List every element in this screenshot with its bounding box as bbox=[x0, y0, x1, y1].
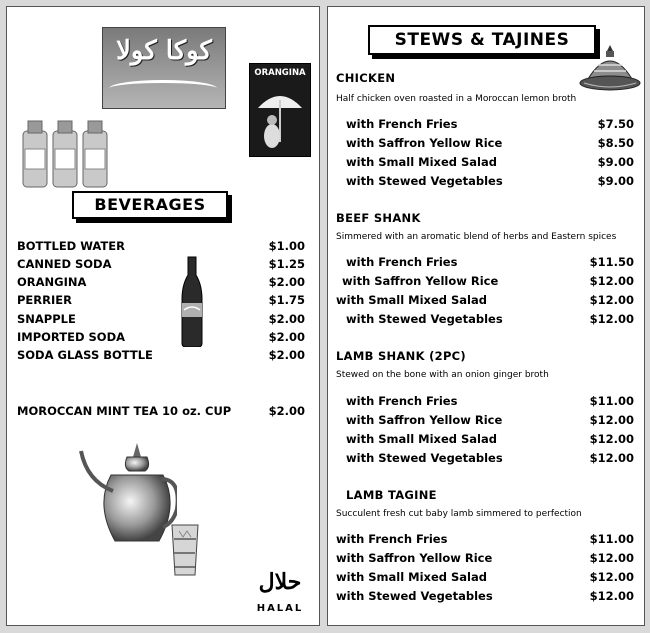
orangina-logo-text: ORANGINA bbox=[254, 68, 306, 78]
item-name: with Small Mixed Salad bbox=[346, 432, 497, 446]
item-name: with Small Mixed Salad bbox=[346, 155, 497, 169]
stews-panel bbox=[327, 6, 645, 626]
item-price: $11.00 bbox=[589, 532, 634, 546]
menu-item bbox=[336, 570, 634, 584]
orangina-poster bbox=[249, 63, 311, 157]
menu-item bbox=[17, 239, 305, 253]
cola-arabic-text: كوكا كولا bbox=[116, 36, 212, 66]
snapple-bottles-image bbox=[21, 117, 111, 189]
item-price: $7.50 bbox=[597, 117, 634, 131]
item-price: $12.00 bbox=[589, 589, 634, 603]
section-title-lamb-shank: LAMB SHANK (2PC) bbox=[336, 349, 466, 363]
menu-item bbox=[346, 413, 634, 427]
item-price: $12.00 bbox=[589, 551, 634, 565]
item-name: with Small Mixed Salad bbox=[336, 570, 487, 584]
menu-item bbox=[336, 551, 634, 565]
teapot-image bbox=[77, 439, 177, 549]
item-price: $9.00 bbox=[597, 155, 634, 169]
menu-item bbox=[346, 155, 634, 169]
section-desc: Half chicken oven roasted in a Moroccan lemon broth bbox=[336, 94, 577, 104]
item-name: with French Fries bbox=[346, 255, 458, 269]
beverages-panel bbox=[6, 6, 320, 626]
menu-item bbox=[17, 312, 305, 326]
section-title-chicken: CHICKEN bbox=[336, 71, 396, 85]
cola-wave-icon bbox=[109, 80, 217, 97]
item-name: ORANGINA bbox=[17, 275, 87, 289]
coke-bottle-image bbox=[177, 255, 207, 347]
tajine-image bbox=[576, 43, 644, 95]
item-name: with Saffron Yellow Rice bbox=[342, 274, 499, 288]
section-desc: Simmered with an aromatic blend of herbs and Eastern spices bbox=[336, 232, 617, 242]
item-name: with French Fries bbox=[336, 532, 448, 546]
item-price: $2.00 bbox=[268, 275, 305, 289]
menu-item bbox=[346, 432, 634, 446]
item-name: with Stewed Vegetables bbox=[336, 589, 493, 603]
item-name: MOROCCAN MINT TEA 10 oz. CUP bbox=[17, 404, 232, 418]
item-name: with French Fries bbox=[346, 394, 458, 408]
item-price: $12.00 bbox=[589, 312, 634, 326]
item-name: with Stewed Vegetables bbox=[346, 174, 503, 188]
item-price: $2.00 bbox=[268, 348, 305, 362]
item-price: $12.00 bbox=[589, 274, 634, 288]
menu-item bbox=[336, 532, 634, 546]
menu-item bbox=[346, 255, 634, 269]
item-price: $12.00 bbox=[589, 432, 634, 446]
tea-glass-image bbox=[169, 523, 201, 577]
item-price: $1.25 bbox=[268, 257, 305, 271]
item-name: CANNED SODA bbox=[17, 257, 112, 271]
menu-item bbox=[346, 451, 634, 465]
item-price: $11.50 bbox=[589, 255, 634, 269]
item-price: $2.00 bbox=[268, 330, 305, 344]
item-price: $8.50 bbox=[597, 136, 634, 150]
menu-item bbox=[342, 274, 634, 288]
item-name: with Saffron Yellow Rice bbox=[336, 551, 493, 565]
item-price: $12.00 bbox=[589, 570, 634, 584]
menu-item bbox=[346, 312, 634, 326]
beverages-header: BEVERAGES bbox=[72, 191, 228, 219]
item-name: with Saffron Yellow Rice bbox=[346, 136, 503, 150]
item-name: PERRIER bbox=[17, 293, 72, 307]
item-name: SNAPPLE bbox=[17, 312, 76, 326]
item-name: IMPORTED SODA bbox=[17, 330, 126, 344]
menu-item bbox=[346, 394, 634, 408]
menu-item-tea bbox=[17, 404, 305, 418]
section-desc: Stewed on the bone with an onion ginger broth bbox=[336, 370, 549, 380]
stews-header: STEWS & TAJINES bbox=[368, 25, 596, 55]
item-price: $12.00 bbox=[589, 413, 634, 427]
menu-item bbox=[336, 589, 634, 603]
item-name: with Stewed Vegetables bbox=[346, 451, 503, 465]
item-price: $2.00 bbox=[268, 404, 305, 418]
menu-item bbox=[346, 174, 634, 188]
item-name: BOTTLED WATER bbox=[17, 239, 125, 253]
menu-item bbox=[346, 117, 634, 131]
halal-label: HALAL bbox=[256, 603, 304, 614]
item-price: $2.00 bbox=[268, 312, 305, 326]
item-name: with French Fries bbox=[346, 117, 458, 131]
menu-item bbox=[17, 330, 305, 344]
item-name: with Small Mixed Salad bbox=[336, 293, 487, 307]
halal-arabic-text: حلال bbox=[258, 569, 302, 595]
menu-item bbox=[17, 275, 305, 289]
section-title-beef-shank: BEEF SHANK bbox=[336, 211, 421, 225]
item-price: $1.75 bbox=[268, 293, 305, 307]
menu-item bbox=[17, 293, 305, 307]
item-name: with Stewed Vegetables bbox=[346, 312, 503, 326]
item-price: $9.00 bbox=[597, 174, 634, 188]
item-price: $12.00 bbox=[589, 451, 634, 465]
menu-item bbox=[17, 348, 305, 362]
orangina-umbrella-icon bbox=[250, 80, 310, 156]
item-name: with Saffron Yellow Rice bbox=[346, 413, 503, 427]
item-name: SODA GLASS BOTTLE bbox=[17, 348, 153, 362]
item-price: $1.00 bbox=[268, 239, 305, 253]
menu-item bbox=[336, 293, 634, 307]
section-desc: Succulent fresh cut baby lamb simmered to perfection bbox=[336, 509, 582, 519]
section-title-lamb-tagine: LAMB TAGINE bbox=[346, 488, 437, 502]
item-price: $12.00 bbox=[589, 293, 634, 307]
item-price: $11.00 bbox=[589, 394, 634, 408]
menu-item bbox=[17, 257, 305, 271]
cola-arabic-logo bbox=[102, 27, 226, 109]
menu-item bbox=[346, 136, 634, 150]
